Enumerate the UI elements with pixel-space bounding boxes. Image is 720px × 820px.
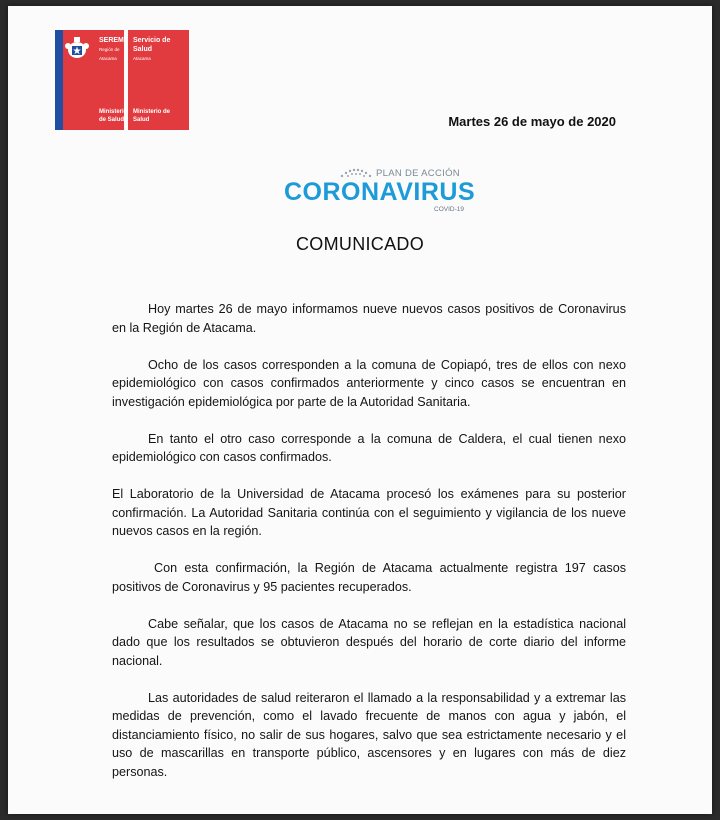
paragraph: Ocho de los casos corresponden a la comuna de Copiapó, tres de ellos con nexo epidemiológico con casos confirmados anteriormente y cinco casos se encuentran en investigación epidemiológica por parte de la Autoridad Sanitaria. (112, 357, 626, 409)
dots-icon (338, 166, 374, 178)
servicio-salud-logo (128, 30, 189, 130)
paragraph: En tanto el otro caso corresponde a la comuna de Caldera, el cual tienen nexo epidemiológico con casos confirmados. (112, 431, 626, 464)
seremi-ministry: Ministerio de Salud (99, 109, 128, 123)
government-logo (55, 30, 231, 130)
seremi-logo (63, 30, 128, 130)
coronavirus-wordmark: CORONAVIRUS (284, 178, 476, 206)
document-body (112, 300, 626, 800)
plan-coronavirus-logo (284, 166, 474, 220)
paragraph: Cabe señalar, que los casos de Atacama no se reflejan en la estadística nacional dado que los resultados se obtuvieron después del horario de corte diario del informe nacional. (112, 616, 626, 668)
plan-de-accion-label: PLAN DE ACCIÓN (376, 168, 460, 179)
document-page (8, 6, 712, 814)
paragraph: Hoy martes 26 de mayo informamos nueve nuevos casos positivos de Coronavirus en la Región de Atacama. (112, 302, 626, 335)
coat-of-arms-icon (59, 34, 95, 64)
seremi-org: SEREMI (99, 37, 126, 44)
covid-19-label: COVID-19 (434, 206, 464, 213)
document-date: Martes 26 de mayo de 2020 (448, 114, 616, 129)
servicio-org: Servicio de Salud (133, 37, 171, 53)
paragraph: El Laboratorio de la Universidad de Atacama procesó los exámenes para su posterior confirmación. La Autoridad Sanitaria continúa con el seguimiento y vigilancia de los nueve nuevos casos en la región. (112, 487, 626, 538)
document-title: COMUNICADO (296, 234, 424, 254)
servicio-ministry: Ministerio de Salud (133, 109, 171, 123)
paragraph: Las autoridades de salud reiteraron el llamado a la responsabilidad y a extremar las medidas de prevención, como el lavado frecuente de manos con agua y jabón, el distanciamiento físico, no salir de sus hogares, salvo que sea estrictamente necesario y el uso de mascarillas en transporte público, ascensores y en lugares con más de diez personas. (112, 690, 626, 779)
paragraph: Con esta confirmación, la Región de Atacama actualmente registra 197 casos positivos de Coronavirus y 95 pacientes recuperados. (112, 561, 626, 594)
servicio-region: Atacama (133, 56, 151, 61)
seremi-region: Región de Atacama (99, 47, 120, 61)
